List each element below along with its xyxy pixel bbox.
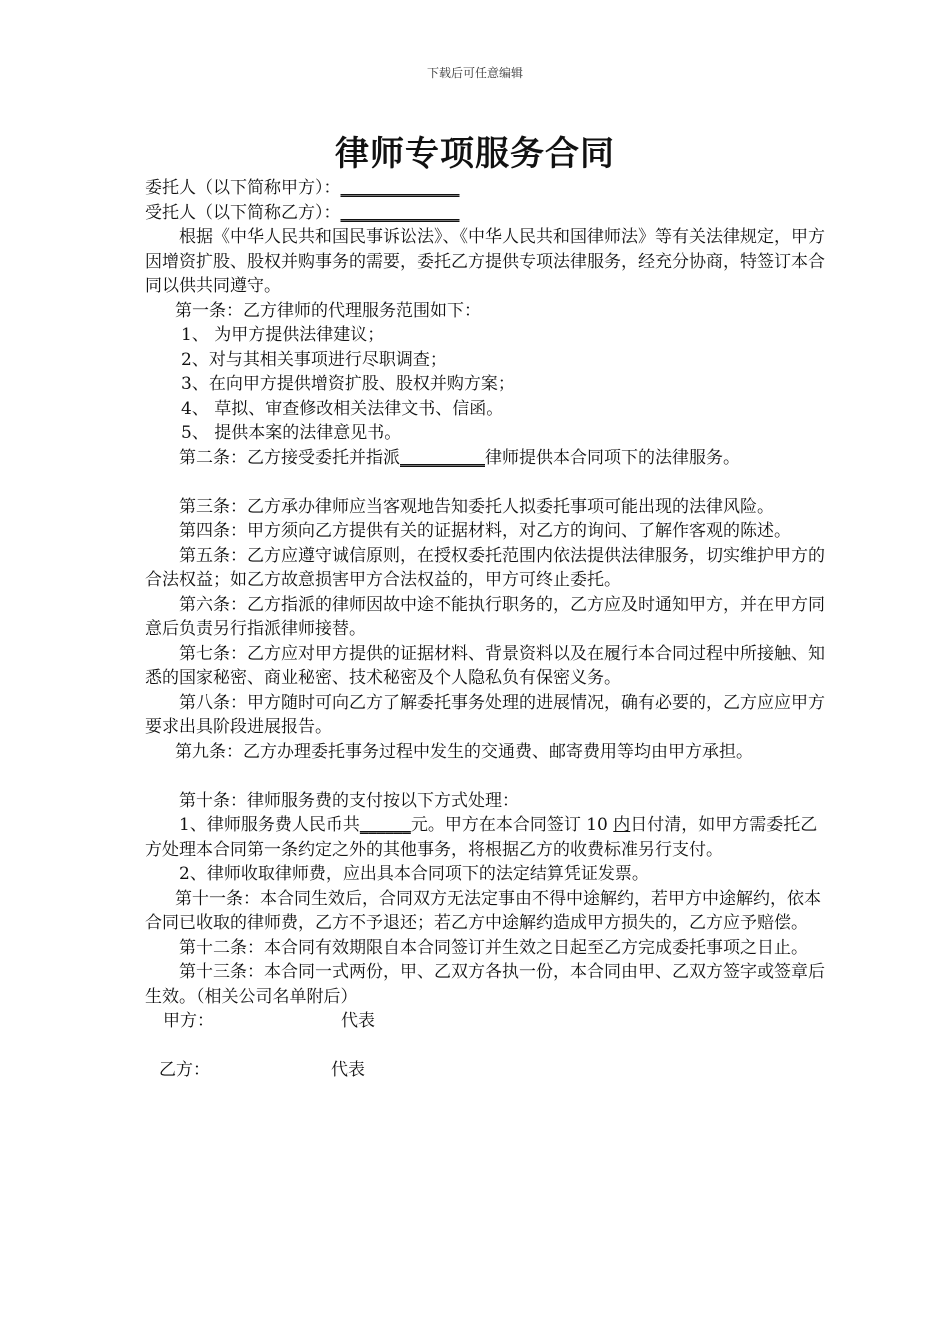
article-2-blank: __________ xyxy=(400,447,485,468)
signature-party-a xyxy=(145,1009,825,1034)
party-b-label: 乙方： xyxy=(159,1060,210,1080)
article-1-item: 5、 提供本案的法律意见书。 xyxy=(181,423,402,443)
article-10-heading: 第十条：律师服务费的支付按以下方式处理： xyxy=(179,790,519,811)
article-11: 第十一条：本合同生效后，合同双方无法定事由不得中途解约，若甲方中途解约，依本合同已收取的律师费，乙方不予退还；若乙方中途解约造成甲方损失的，乙方应予赔偿。 xyxy=(145,888,821,933)
party-b-rep: 代表 xyxy=(331,1060,365,1080)
preamble: 根据《中华人民共和国民事诉讼法》、《中华人民共和国律师法》等有关法律规定，甲方因增资扩股、股权并购事务的需要，委托乙方提供专项法律服务，经充分协商，特签订本合同以供共同遵守。 xyxy=(145,227,825,296)
article-7: 第七条：乙方应对甲方提供的证据材料、背景资料以及在履行本合同过程中所接触、知悉的国家秘密、商业秘密、技术秘密及个人隐私负有保密义务。 xyxy=(145,643,825,688)
fee-text-a: 1、律师服务费人民币共 xyxy=(179,815,360,835)
header-note: 下载后可任意编辑 xyxy=(426,66,523,80)
agent-blank: ______________ xyxy=(340,202,460,223)
document-title: 律师专项服务合同 xyxy=(335,134,615,174)
article-8: 第八条：甲方随时可向乙方了解委托事务处理的进展情况，确有必要的，乙方应应甲方要求出具阶段进展报告。 xyxy=(145,692,825,737)
article-5: 第五条：乙方应遵守诚信原则，在授权委托范围内依法提供法律服务，切实维护甲方的合法权益；如乙方故意损害甲方合法权益的，甲方可终止委托。 xyxy=(145,545,825,590)
party-a-label: 甲方： xyxy=(163,1011,214,1031)
article-1-item: 1、 为甲方提供法律建议； xyxy=(181,325,385,345)
article-2-text-after: 律师提供本合同项下的法律服务。 xyxy=(485,447,740,468)
article-2 xyxy=(145,446,825,471)
article-10-item-2: 2、律师收取律师费，应出具本合同项下的法定结算凭证发票。 xyxy=(179,864,649,884)
article-6: 第六条：乙方指派的律师因故中途不能执行职务的，乙方应及时通知甲方，并在甲方同意后负责另行指派律师接替。 xyxy=(145,594,825,639)
client-label: 委托人（以下简称甲方）： xyxy=(145,178,341,198)
party-a-rep: 代表 xyxy=(341,1011,375,1031)
contract-body xyxy=(145,176,825,1083)
article-13: 第十三条：本合同一式两份，甲、乙双方各执一份，本合同由甲、乙双方签字或签章后生效。（相关公司名单附后） xyxy=(145,962,825,1007)
article-10-item-1 xyxy=(145,813,825,862)
fee-text-b: 元。甲方在本合同签订 10 xyxy=(410,815,614,835)
article-3: 第三条：乙方承办律师应当客观地告知委托人拟委托事项可能出现的法律风险。 xyxy=(179,496,774,517)
article-1-item: 2、对与其相关事项进行尽职调查； xyxy=(181,349,447,370)
agent-line xyxy=(145,201,825,226)
article-1-heading: 第一条：乙方律师的代理服务范围如下： xyxy=(175,300,481,321)
signature-party-b xyxy=(145,1058,825,1083)
article-1-item: 3、在向甲方提供增资扩股、股权并购方案； xyxy=(181,374,515,394)
article-9: 第九条：乙方办理委托事务过程中发生的交通费、邮寄费用等均由甲方承担。 xyxy=(175,741,753,762)
fee-text-c: 日付清，如甲方需委托乙方处理本合同第一条约定之外的其他事务，将根据乙方的收费标准另行支付。 xyxy=(145,815,818,860)
article-2-text-before: 第二条：乙方接受委托并指派 xyxy=(179,447,400,468)
client-line xyxy=(145,176,825,201)
agent-label: 受托人（以下简称乙方）： xyxy=(145,202,341,223)
fee-amount-blank: ______ xyxy=(359,815,411,835)
article-4: 第四条：甲方须向乙方提供有关的证据材料，对乙方的询问、了解作客观的陈述。 xyxy=(179,521,791,541)
fee-text-underlined: 内 xyxy=(613,815,631,835)
client-blank: ______________ xyxy=(340,178,460,198)
article-1-item: 4、 草拟、审查修改相关法律文书、信函。 xyxy=(181,398,504,419)
article-12: 第十二条：本合同有效期限自本合同签订并生效之日起至乙方完成委托事项之日止。 xyxy=(179,937,808,958)
